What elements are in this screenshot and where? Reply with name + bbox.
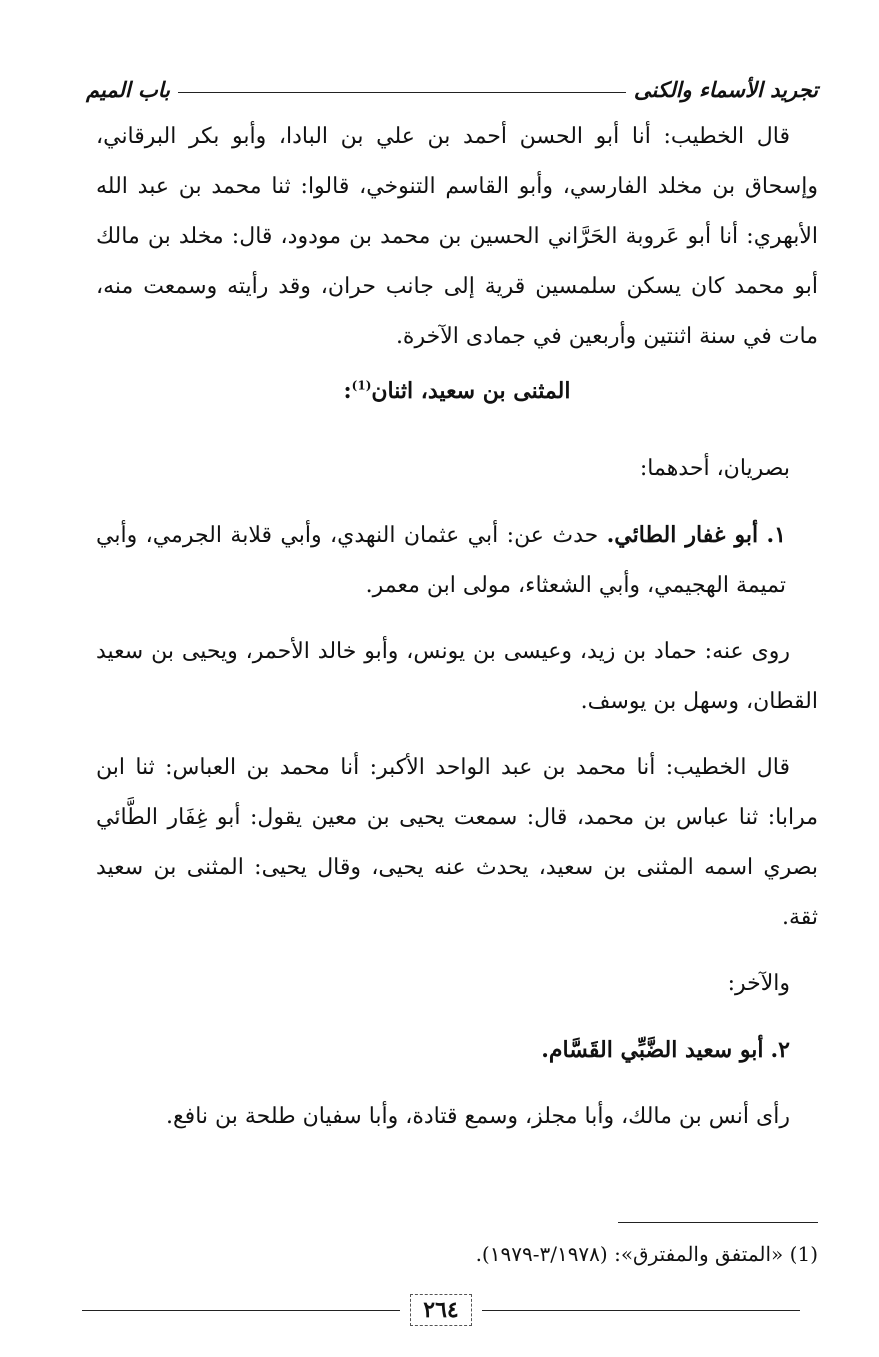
page-number: ٢٦٤: [410, 1294, 471, 1326]
heading-colon: :: [343, 378, 352, 404]
paragraph-5: والآخر:: [727, 971, 790, 996]
footnote: [300, 1238, 818, 1270]
main-text: [96, 112, 818, 1142]
entry-1: [96, 510, 818, 611]
heading-text: المثنى بن سعيد، اثنان: [371, 378, 571, 404]
header-rule: [178, 92, 626, 93]
entry-1-text: حدث عن: أبي عثمان النهدي، وأبي قلابة الجرمي، وأبي تميمة الهجيمي، وأبي الشعثاء، مولى ابن معمر.: [96, 523, 786, 598]
entry-1-number: ١.: [766, 522, 786, 548]
footer-rule-left: [82, 1310, 400, 1311]
paragraph-6: رأى أنس بن مالك، وأبا مجلز، وسمع قتادة، وأبا سفيان طلحة بن نافع.: [165, 1104, 790, 1129]
paragraph-3: روى عنه: حماد بن زيد، وعيسى بن يونس، وأبو خالد الأحمر، ويحيى بن سعيد القطان، وسهل بن يوسف.: [96, 639, 818, 714]
entry-1-name: أبو غفار الطائي.: [606, 522, 759, 548]
page-footer: [82, 1290, 800, 1330]
footer-rule-right: [482, 1310, 800, 1311]
footnote-text: «المتفق والمفترق»: (٣/١٩٧٨-١٩٧٩).: [475, 1242, 790, 1266]
entry-2-name: أبو سعيد الضَّبِّي القَسَّام.: [541, 1037, 764, 1063]
paragraph-4: قال الخطيب: أنا محمد بن عبد الواحد الأكبر: أنا محمد بن العباس: ثنا ابن مرابا: ثنا عباس بن محمد، قال: سمعت يحيى بن معين يقول: أبو غِفَار الطَّائي بصري اسمه المثنى بن سعيد، يحدث عنه يحيى، وقال يحيى: المثنى بن سعيد ثقة.: [96, 755, 818, 930]
chapter-title: باب الميم: [86, 77, 171, 102]
footnote-rule: [618, 1222, 818, 1223]
book-title: تجريد الأسماء والكنى: [633, 77, 818, 102]
footnote-reference: (1): [351, 378, 372, 393]
footnote-marker: (1): [789, 1242, 818, 1266]
section-heading: [96, 366, 818, 416]
entry-2: [96, 1025, 818, 1076]
entry-2-number: ٢.: [770, 1037, 790, 1063]
running-header: [86, 62, 818, 102]
paragraph-2: بصريان، أحدهما:: [639, 456, 790, 481]
paragraph-1: قال الخطيب: أنا أبو الحسن أحمد بن علي بن البادا، وأبو بكر البرقاني، وإسحاق بن مخلد الفارسي، وأبو القاسم التنوخي، قالوا: ثنا محمد بن عبد الله الأبهري: أنا أبو عَروبة الحَرَّاني الحسين بن محمد بن مودود، قال: مخلد بن مالك أبو محمد كان يسكن سلمسين قرية إلى جانب حران، وقد رأيته وسمعت منه، مات في سنة اثنتين وأربعين في جمادى الآخرة.: [96, 124, 818, 349]
